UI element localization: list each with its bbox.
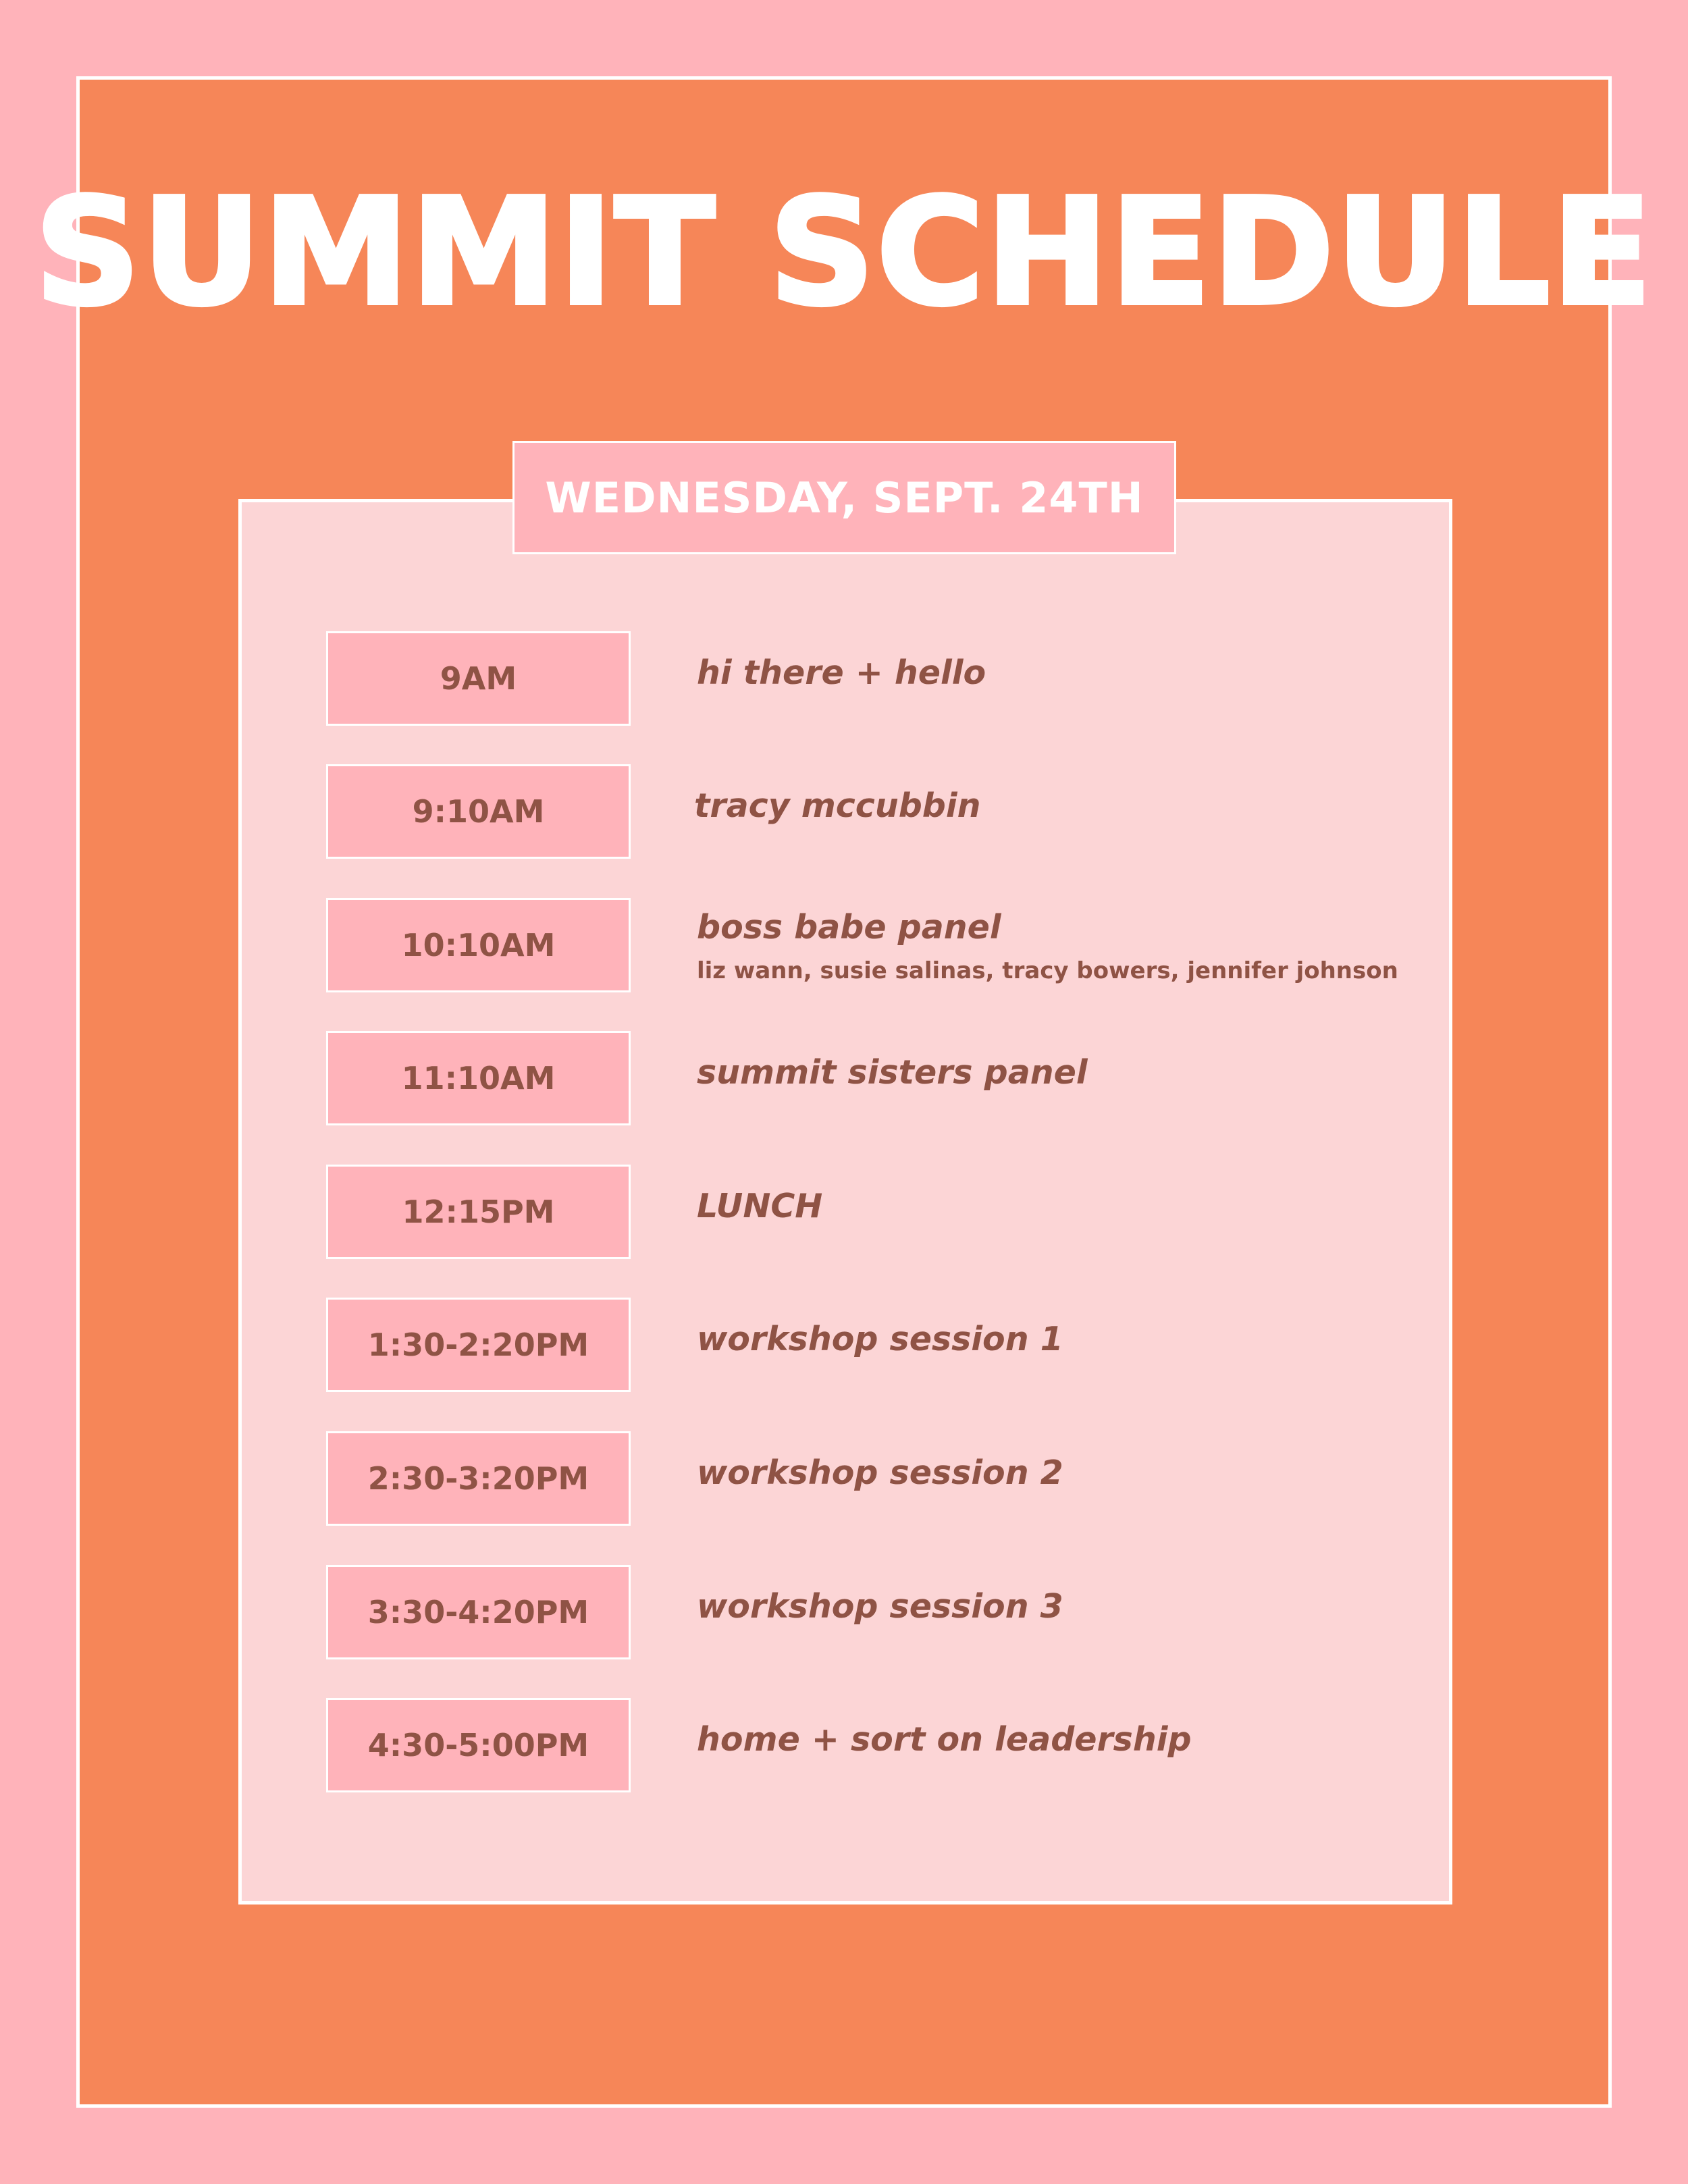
page-title: SUMMIT SCHEDULE bbox=[34, 167, 1654, 338]
schedule-row bbox=[326, 1031, 1609, 1125]
event-speakers: liz wann, susie salinas, tracy bowers, jennifer johnson bbox=[697, 957, 1398, 984]
event-title: workshop session 2 bbox=[697, 1454, 1063, 1492]
schedule-row bbox=[326, 1565, 1609, 1659]
schedule-row bbox=[326, 898, 1609, 992]
schedule-row bbox=[326, 1165, 1609, 1259]
event-title: hi there + hello bbox=[697, 654, 986, 692]
event-title: workshop session 3 bbox=[697, 1587, 1063, 1626]
time-box: 11:10AM bbox=[326, 1031, 631, 1125]
event-title: tracy mccubbin bbox=[694, 787, 981, 825]
time-box: 3:30-4:20PM bbox=[326, 1565, 631, 1659]
time-box: 9:10AM bbox=[326, 764, 631, 859]
time-box: 4:30-5:00PM bbox=[326, 1698, 631, 1792]
event-title: home + sort on leadership bbox=[697, 1720, 1192, 1759]
time-box: 10:10AM bbox=[326, 898, 631, 992]
schedule-row bbox=[326, 631, 1609, 726]
event-title: workshop session 1 bbox=[697, 1320, 1063, 1358]
time-box: 12:15PM bbox=[326, 1165, 631, 1259]
date-tab: WEDNESDAY, SEPT. 24TH bbox=[512, 441, 1176, 554]
event-title: LUNCH bbox=[697, 1187, 823, 1225]
time-box: 1:30-2:20PM bbox=[326, 1298, 631, 1392]
schedule-row bbox=[326, 1698, 1609, 1792]
time-box: 9AM bbox=[326, 631, 631, 726]
time-box: 2:30-3:20PM bbox=[326, 1431, 631, 1526]
schedule-row bbox=[326, 1298, 1609, 1392]
event-title: summit sisters panel bbox=[697, 1053, 1088, 1092]
event-title: boss babe panel bbox=[697, 908, 1001, 947]
schedule-row bbox=[326, 1431, 1609, 1526]
schedule-row bbox=[326, 764, 1609, 859]
